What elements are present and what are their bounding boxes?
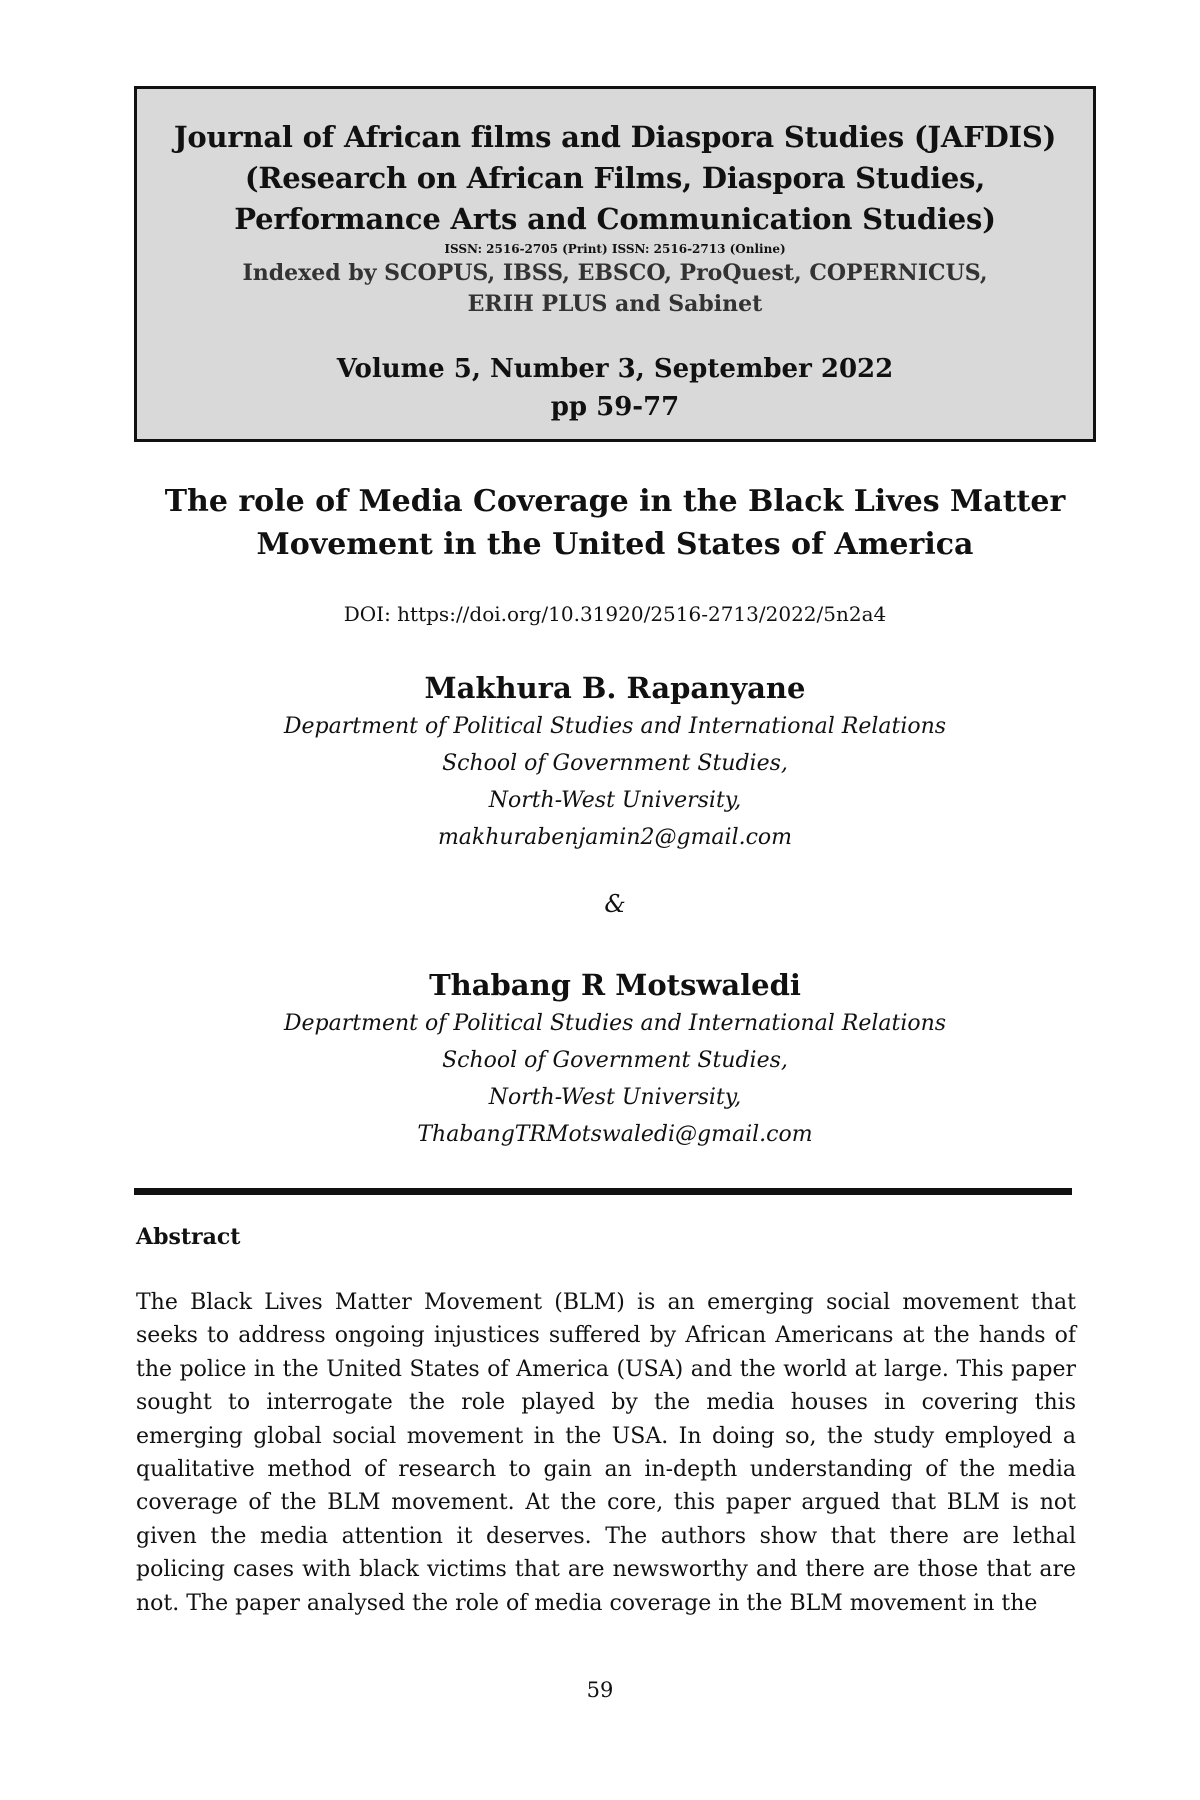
- author-email[interactable]: makhurabenjamin2@gmail.com: [437, 825, 793, 850]
- author-email[interactable]: ThabangTRMotswaledi@gmail.com: [417, 1122, 813, 1147]
- author-university: North-West University,: [488, 1085, 742, 1110]
- paper-title: [134, 480, 1096, 566]
- indexed-line: ERIH PLUS and Sabinet: [467, 291, 763, 317]
- author-name: Makhura B. Rapanyane: [424, 671, 806, 705]
- author-block: [134, 668, 1096, 856]
- author-department: Department of Political Studies and International Relations: [283, 714, 947, 739]
- author-school: School of Government Studies,: [442, 1048, 788, 1073]
- author-name: Thabang R Motswaledi: [429, 968, 801, 1002]
- issn-line: ISSN: 2516-2705 (Print) ISSN: 2516-2713 (Online): [444, 242, 786, 256]
- abstract-text: The Black Lives Matter Movement (BLM) is an emerging social movement that seeks to address ongoing injustices suffered by African Americans at the hands of the police in the United States of America (USA) and the world at large. This paper sought to interrogate the role played by the media houses in covering this emerging global social movement in the USA. In doing so, the study employed a qualitative method of research to gain an in-depth understanding of the media coverage of the BLM movement. At the core, this paper argued that BLM is not given the media attention it deserves. The authors show that there are lethal policing cases with black victims that are newsworthy and there are those that are not. The paper analysed the role of media coverage in the BLM movement in the: [136, 1290, 1076, 1616]
- paper-title-line: Movement in the United States of America: [256, 527, 974, 562]
- section-divider: [134, 1188, 1072, 1195]
- author-block: [134, 965, 1096, 1153]
- page-number: 59: [586, 1678, 614, 1702]
- author-university: North-West University,: [488, 788, 742, 813]
- pages-line: pp 59-77: [550, 392, 680, 422]
- author-school: School of Government Studies,: [442, 751, 788, 776]
- author-separator: &: [604, 890, 626, 918]
- paper-title-line: The role of Media Coverage in the Black Lives Matter: [164, 484, 1066, 519]
- journal-subtitle-line: (Research on African Films, Diaspora Studies,: [244, 161, 986, 195]
- journal-subtitle-line: Performance Arts and Communication Studies): [234, 202, 996, 236]
- author-department: Department of Political Studies and International Relations: [283, 1011, 947, 1036]
- journal-title-line: Journal of African films and Diaspora Studies (JAFDIS): [173, 120, 1057, 154]
- doi-link[interactable]: DOI: https://doi.org/10.31920/2516-2713/2022/5n2a4: [343, 602, 887, 626]
- volume-line: Volume 5, Number 3, September 2022: [336, 354, 894, 384]
- journal-header-box: [134, 86, 1096, 442]
- indexed-line: Indexed by SCOPUS, IBSS, EBSCO, ProQuest, COPERNICUS,: [242, 260, 988, 286]
- abstract-heading: Abstract: [136, 1224, 241, 1250]
